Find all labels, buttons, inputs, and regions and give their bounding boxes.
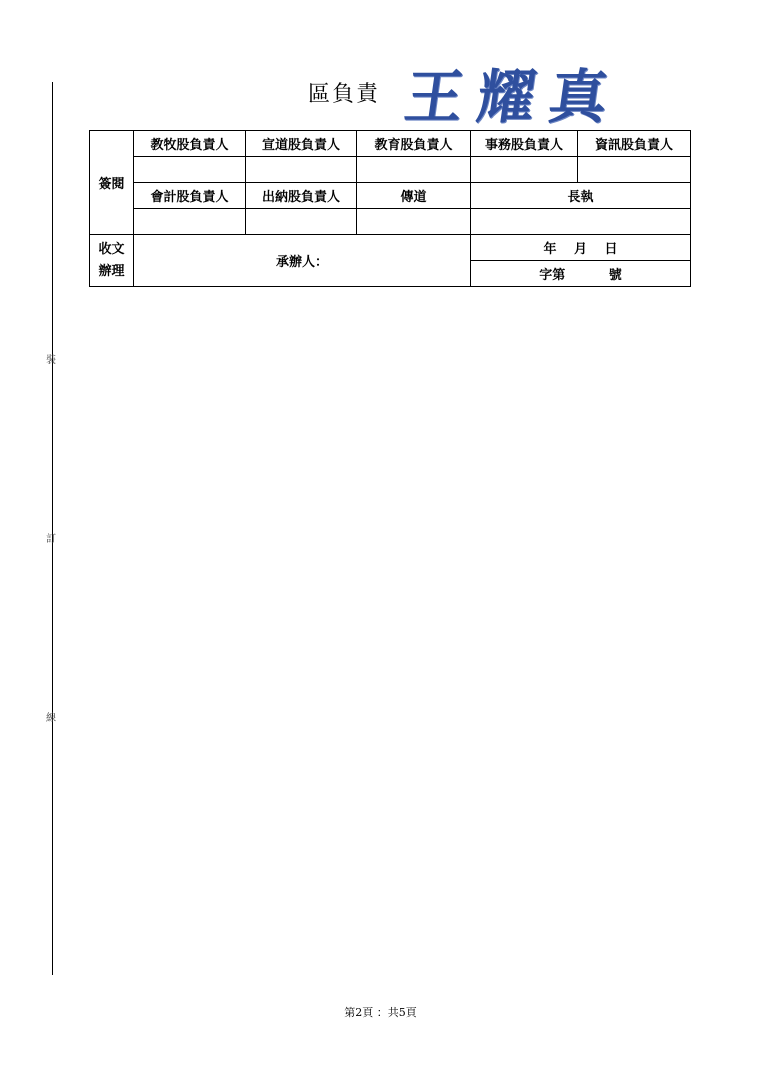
signature-cell-pastoral[interactable]: [134, 157, 246, 183]
signature-cell-mission[interactable]: [246, 157, 357, 183]
district-leader-label: 區負責: [308, 81, 381, 107]
signature-cell-cashier[interactable]: [246, 209, 357, 235]
binding-mark-xian: 線: [46, 713, 56, 724]
header: [308, 62, 627, 131]
document-number-field[interactable]: 字第 號: [471, 261, 691, 287]
binding-mark-ding: 訂: [46, 534, 56, 545]
role-preacher: 傳道: [357, 183, 471, 209]
role-affairs-head: 事務股負責人: [471, 131, 578, 157]
approval-form: [89, 130, 691, 287]
role-cashier-head: 出納股負責人: [246, 183, 357, 209]
binding-mark-zhuang: 裝: [46, 355, 56, 366]
signature-cell-accounting[interactable]: [134, 209, 246, 235]
signature-cell-preacher[interactable]: [357, 209, 471, 235]
receipt-label: 收文辦理: [90, 235, 134, 287]
role-accounting-head: 會計股負責人: [134, 183, 246, 209]
role-education-head: 教育股負責人: [357, 131, 471, 157]
binding-line: [52, 82, 53, 975]
role-info-head: 資訊股負責人: [578, 131, 691, 157]
sign-off-label: 簽閱: [90, 131, 134, 235]
signature-seal: 王耀真: [400, 63, 627, 131]
handler-label: 承辦人：: [275, 255, 328, 270]
role-pastoral-head: 教牧股負責人: [134, 131, 246, 157]
role-elders: 長執: [471, 183, 691, 209]
signature-cell-affairs[interactable]: [471, 157, 578, 183]
role-mission-head: 宣道股負責人: [246, 131, 357, 157]
handler-field[interactable]: [134, 235, 471, 287]
signature-cell-education[interactable]: [357, 157, 471, 183]
page-number: 第2頁 ：共5頁: [344, 1006, 417, 1019]
signature-cell-elders[interactable]: [471, 209, 691, 235]
signature-cell-info[interactable]: [578, 157, 691, 183]
date-field[interactable]: 年 月 日: [471, 235, 691, 261]
